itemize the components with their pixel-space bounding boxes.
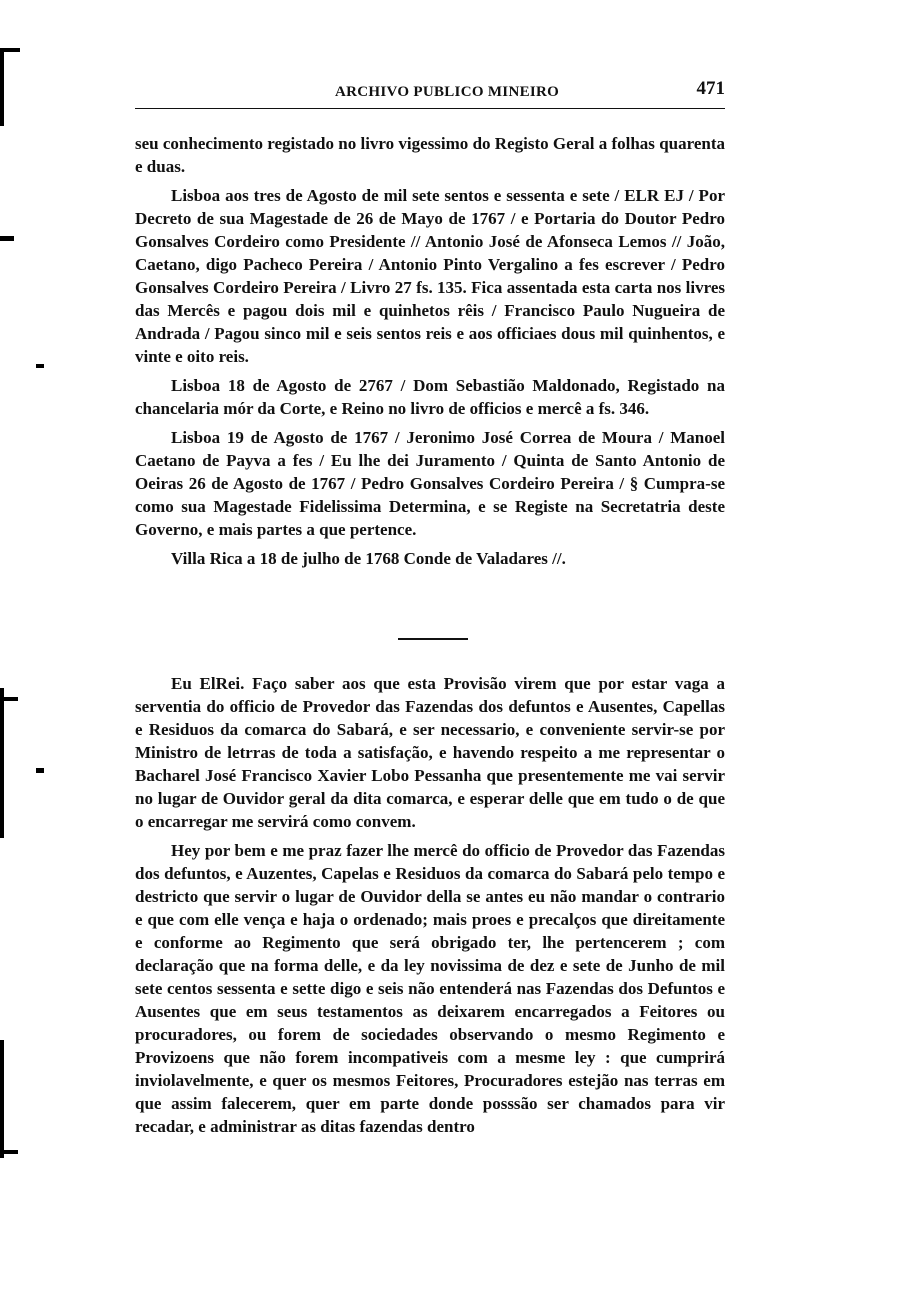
section-provisao [135, 672, 725, 1138]
header-rule [135, 108, 725, 109]
scan-edge-mark [0, 48, 4, 126]
section-registration-entries [135, 132, 725, 570]
scan-edge-mark [0, 1040, 4, 1158]
paragraph: Lisboa 19 de Agosto de 1767 / Jeronimo José Correa de Moura / Manoel Caetano de Payva a fes / Eu lhe dei Juramento / Quinta de Santo Antonio de Oeiras 26 de Agosto de 1767 / Pedro Gonsalves Cordeiro Pereira / § Cumpra-se como sua Magestade Fidelissima Determina, e se Registe na Secretatria deste Governo, e mais partes a que pertence. [135, 428, 725, 539]
scan-edge-mark [4, 1150, 18, 1154]
paragraph: Lisboa aos tres de Agosto de mil sete sentos e sessenta e sete / ELR EJ / Por Decreto de sua Magestade de 26 de Mayo de 1767 / e Portaria do Doutor Pedro Gonsalves Cordeiro como Presidente // Antonio José de Afonseca Lemos // João, Caetano, digo Pacheco Pereira / Antonio Pinto Vergalino a fes escrever / Pedro Gonsalves Cordeiro Pereira / Livro 27 fs. 135. Fica assentada esta carta nos livres das Mercês e pagou dois mil e quinhetos rêis / Francisco Paulo Nugueira de Andrada / Pagou sinco mil e seis sentos reis e aos officiaes dous mil quinhentos, e vinte e oito reis. [135, 186, 725, 366]
paragraph: Eu ElRei. Faço saber aos que esta Provisão virem que por estar vaga a serventia do officio de Provedor das Fazendas dos defuntos e Ausentes, Capellas e Residuos da comarca do Sabará, e ser necessario, e conveniente servir-se por Ministro de letrras de toda a satisfação, e havendo respeito a me representar o Bacharel José Francisco Xavier Lobo Pessanha que presentemente me vai servir no lugar de Ouvidor geral da dita comarca, e esperar delle que em tudo o de que o encarregar me servirá como convem. [135, 674, 725, 831]
scan-edge-mark [36, 364, 44, 368]
paragraph: Hey por bem e me praz fazer lhe mercê do officio de Provedor das Fazendas dos defuntos, e Auzentes, Capelas e Residuos da comarca do Sabará pelo tempo e destricto que servir o lugar de Ouvidor della se antes eu não mandar o contrario e que com elle vença e haja o ordenado; mais proes e precalços que direitamente e conforme ao Regimento que será obrigado ter, lhe pertencerem ; com declaração que na forma delle, e da ley novissima de dez e sete de Junho de mil sete centos sessenta e sette digo e seis não entenderá nas Fazendas dos Defuntos e Ausentes que em seus testamentos as deixarem encarregados a Feitores ou procuradores, ou forem de sociedades observando o mesmo Regimento e Provizoens que não forem incompativeis com a mesme ley : que cumprirá inviolavelmente, e quer os mesmos Feitores, Procuradores estejão nas terras em que assim falecerem, quer em parte donde posssão ser chamados para vir recadar, e administrar as ditas fazendas dentro [135, 841, 725, 1136]
page-number: 471 [696, 78, 725, 99]
paragraph: Lisboa 18 de Agosto de 2767 / Dom Sebastião Maldonado, Registado na chancelaria mór da Corte, e Reino no livro de officios e mercê a fs. 346. [135, 376, 725, 418]
running-title: ARCHIVO PUBLICO MINEIRO [335, 84, 560, 100]
running-head [135, 78, 725, 108]
section-separator [398, 638, 468, 640]
scan-edge-mark [4, 48, 20, 52]
scan-edge-mark [36, 768, 44, 773]
scan-edge-mark [0, 688, 4, 838]
scan-edge-mark [0, 236, 14, 241]
signature-line: Villa Rica a 18 de julho de 1768 Conde de Valadares //. [171, 549, 566, 568]
paragraph: seu conhecimento registado no livro vigessimo do Registo Geral a folhas quarenta e duas. [135, 134, 725, 176]
scan-edge-mark [4, 697, 18, 701]
